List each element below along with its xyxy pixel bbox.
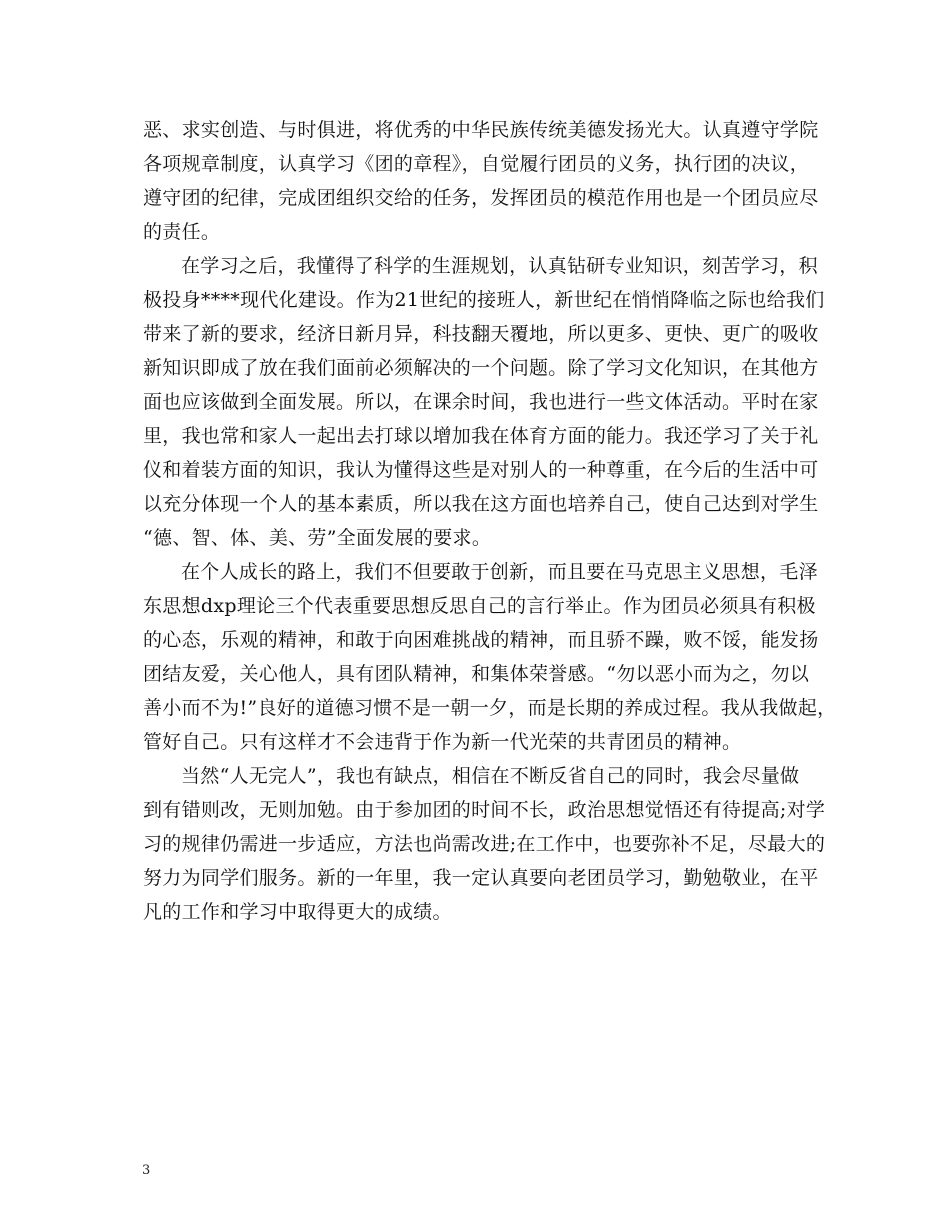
text-line: 的心态，乐观的精神，和敢于向困难挑战的精神，而且骄不躁，败不馁，能发扬 bbox=[143, 629, 819, 651]
text-line: 各项规章制度，认真学习《团的章程》，自觉履行团员的义务，执行团的决议， bbox=[143, 153, 810, 175]
text-line: 恶、求实创造、与时俱进，将优秀的中华民族传统美德发扬光大。认真遵守学院 bbox=[143, 119, 819, 141]
text-line: 遵守团的纪律，完成团组织交给的任务，发挥团员的模范作用也是一个团员应尽 bbox=[143, 187, 819, 209]
text-line: 以充分体现一个人的基本素质，所以我在这方面也培养自己，使自己达到对学生 bbox=[143, 493, 819, 515]
page-number: 3 bbox=[142, 1163, 151, 1178]
text-line: 的责任。 bbox=[143, 221, 221, 243]
paragraph-start-line: 当然“人无完人”，我也有缺点，相信在不断反省自己的同时，我会尽量做 bbox=[181, 765, 800, 787]
text-line: 里，我也常和家人一起出去打球以增加我在体育方面的能力。我还学习了关于礼 bbox=[143, 425, 819, 447]
body-text bbox=[143, 113, 837, 929]
text-line: 极投身****现代化建设。作为21世纪的接班人，新世纪在悄悄降临之际也给我们 bbox=[143, 289, 825, 311]
text-line: “德、智、体、美、劳”全面发展的要求。 bbox=[143, 527, 492, 549]
text-line: 带来了新的要求，经济日新月异，科技翻天覆地，所以更多、更快、更广的吸收 bbox=[143, 323, 819, 345]
text-line: 到有错则改，无则加勉。由于参加团的时间不长，政治思想觉悟还有待提高;对学 bbox=[143, 799, 826, 821]
text-line: 仪和着装方面的知识，我认为懂得这些是对别人的一种尊重，在今后的生活中可 bbox=[143, 459, 819, 481]
text-line: 善小而不为!”良好的道德习惯不是一朝一夕，而是长期的养成过程。我从我做起， bbox=[143, 697, 837, 719]
paragraph-start-line: 在学习之后，我懂得了科学的生涯规划，认真钻研专业知识，刻苦学习，积 bbox=[181, 255, 818, 277]
text-line: 习的规律仍需进一步适应，方法也尚需改进;在工作中，也要弥补不足，尽最大的 bbox=[143, 833, 826, 855]
text-line: 凡的工作和学习中取得更大的成绩。 bbox=[143, 901, 452, 923]
paragraph-start-line: 在个人成长的路上，我们不但要敢于创新，而且要在马克思主义思想，毛泽 bbox=[181, 561, 818, 583]
text-line: 努力为同学们服务。新的一年里，我一定认真要向老团员学习，勤勉敬业，在平 bbox=[143, 867, 819, 889]
text-line: 团结友爱，关心他人，具有团队精神，和集体荣誉感。“勿以恶小而为之，勿以 bbox=[143, 663, 810, 685]
text-line: 东思想dxp理论三个代表重要思想反思自己的言行举止。作为团员必须具有积极 bbox=[143, 595, 816, 617]
text-line: 面也应该做到全面发展。所以，在课余时间，我也进行一些文体活动。平时在家 bbox=[143, 391, 819, 413]
text-line: 新知识即成了放在我们面前必须解决的一个问题。除了学习文化知识，在其他方 bbox=[143, 357, 819, 379]
text-line: 管好自己。只有这样才不会违背于作为新一代光荣的共青团员的精神。 bbox=[143, 731, 742, 753]
